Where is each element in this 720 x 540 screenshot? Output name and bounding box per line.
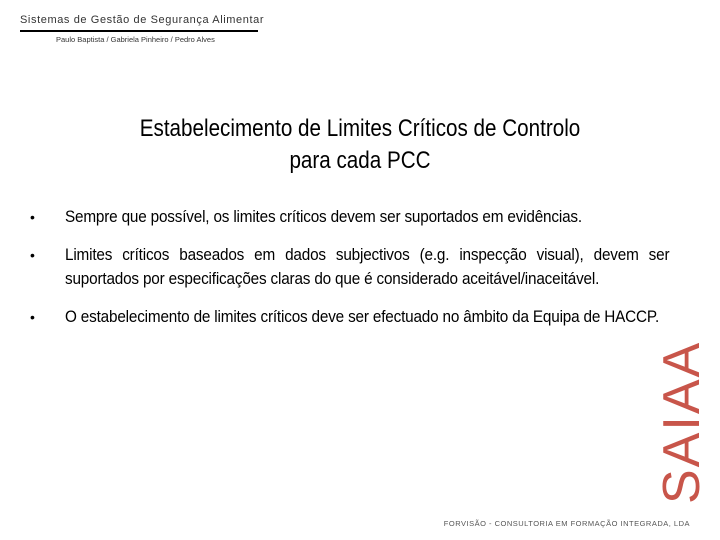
header-authors: Paulo Baptista / Gabriela Pinheiro / Pedro Alves	[56, 35, 215, 44]
bullet-text: O estabelecimento de limites críticos deve ser efectuado no âmbito da Equipa de HACCP.	[65, 307, 660, 326]
bullet-item	[30, 243, 670, 291]
bullet-icon: •	[30, 209, 35, 225]
slide-title-line-2: para cada PCC	[289, 147, 431, 174]
bullet-text: Sempre que possível, os limites críticos devem ser suportados em evidências.	[65, 207, 582, 226]
bullet-item	[30, 305, 670, 329]
bullet-text: Limites críticos baseados em dados subjectivos (e.g. inspecção visual), devem ser suportados por especificações claras do que é considerado aceitável/inaceitável.	[65, 245, 670, 288]
brand-logo-text: SAIAA	[653, 340, 711, 504]
bullet-icon: •	[30, 309, 35, 325]
header	[20, 14, 265, 44]
header-divider	[20, 30, 258, 32]
bullet-item	[30, 205, 670, 229]
brand-logo	[652, 334, 712, 504]
header-title: Sistemas de Gestão de Segurança Alimentar	[20, 14, 265, 26]
slide-title	[102, 113, 618, 177]
slide-title-line-1: Estabelecimento de Limites Críticos de Controlo	[139, 115, 581, 142]
bullet-list	[30, 205, 670, 343]
bullet-icon: •	[30, 247, 35, 263]
footer-company: FORVISÃO - CONSULTORIA EM FORMAÇÃO INTEGRADA, LDA	[443, 519, 690, 528]
